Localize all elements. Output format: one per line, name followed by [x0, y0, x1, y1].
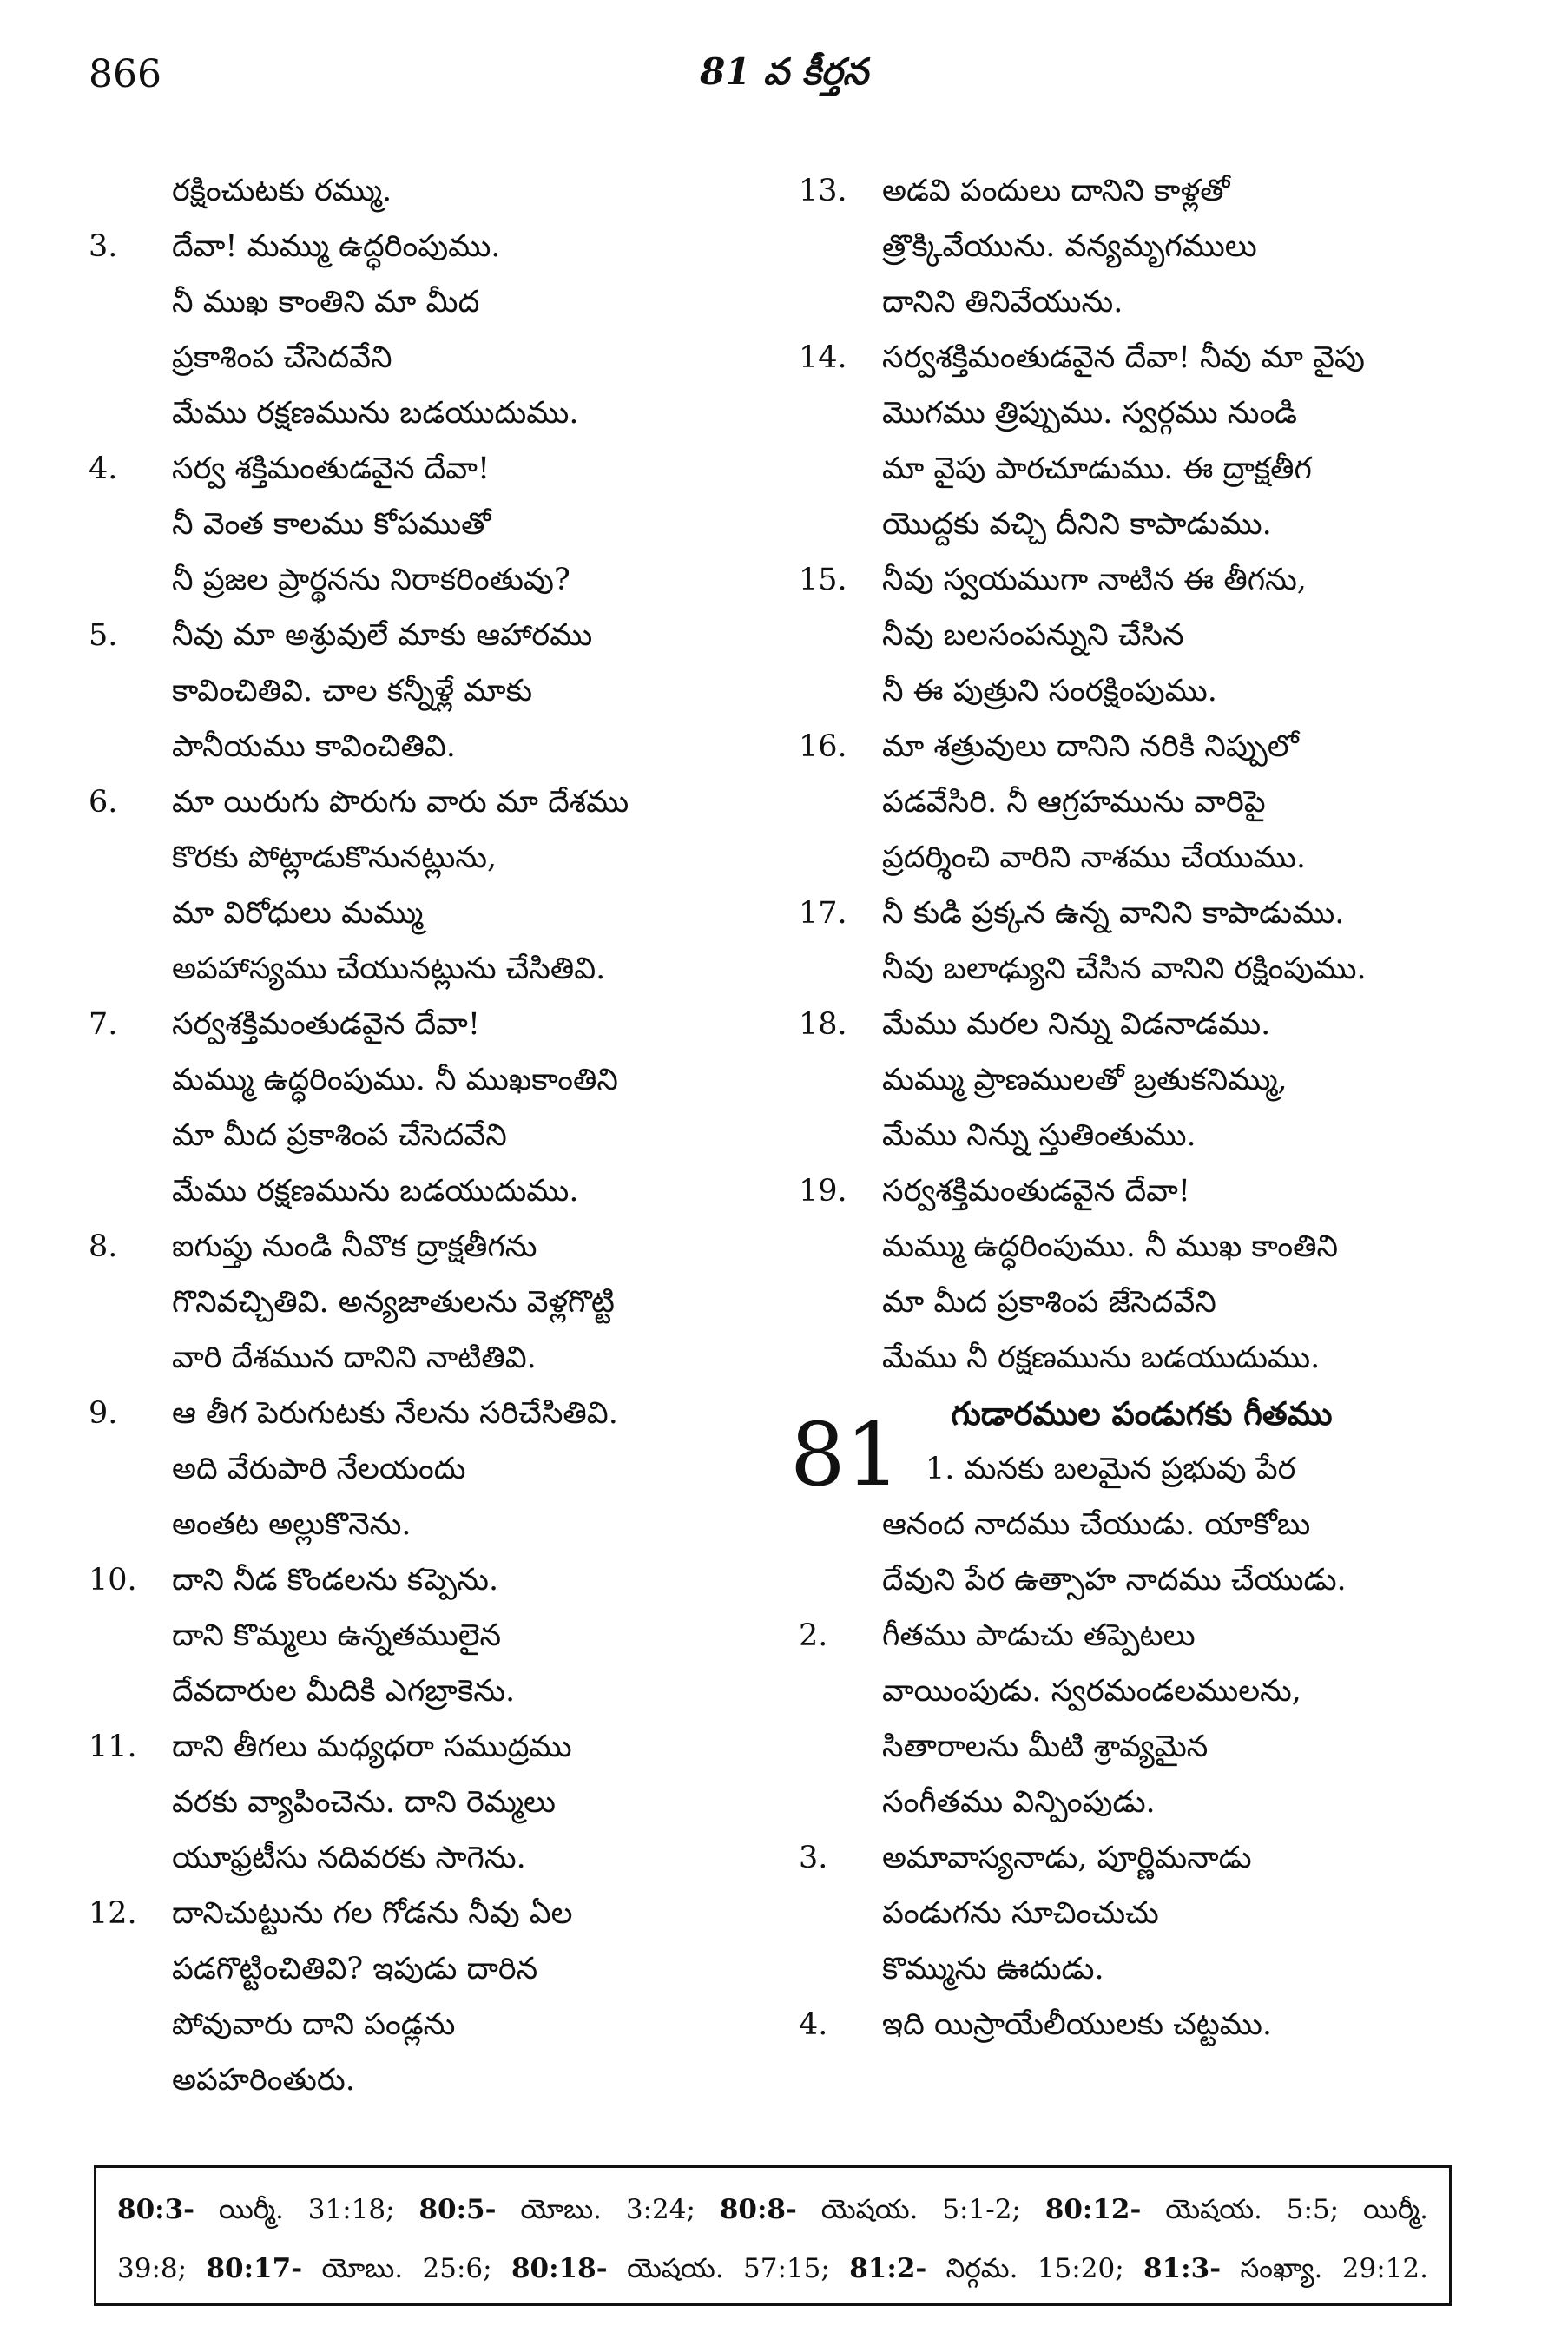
verse-line [799, 886, 1485, 941]
verse-text: ప్రదర్శించి వారిని నాశము చేయుము. [882, 840, 1307, 875]
verse-text: సంగీతము విన్పింపుడు. [882, 1785, 1156, 1820]
verse-text: ప్రకాశింప చేసెదవేని [172, 340, 392, 375]
verse-line [799, 497, 1485, 552]
verse-text: మేము నిన్ను స్తుతింతుము. [882, 1118, 1196, 1153]
footnote-text: యోబు. 3:24; [496, 2194, 720, 2225]
left-column [89, 163, 766, 2108]
footnote-reference: 80:5- [418, 2194, 497, 2225]
verse-text: ఆనంద నాదము చేయుడు. యాకోబు [882, 1507, 1311, 1542]
verse-line [799, 441, 1485, 497]
verse-line [799, 552, 1485, 608]
verse-number: 15. [799, 563, 847, 597]
verse-line [89, 1441, 766, 1497]
verse-text: దానిని తినివేయును. [882, 285, 1123, 320]
psalm-number: 81 [790, 1404, 901, 1505]
verse-text: అడవి పందులు దానిని కాళ్లతో [882, 174, 1230, 208]
verse-line [89, 1275, 766, 1330]
verse-text: త్రొక్కివేయును. వన్యమృగములు [882, 229, 1257, 264]
verse-text: నీ వెంత కాలము కోపముతో [172, 507, 491, 542]
verse-line [89, 330, 766, 385]
verse-text: సర్వ శక్తిమంతుడవైన దేవా! [172, 451, 491, 486]
psalm-80-continuation [799, 163, 1485, 1386]
footnote-reference: 81:2- [849, 2253, 927, 2284]
verse-line [799, 219, 1485, 274]
verse-line [799, 163, 1485, 219]
verse-text: సర్వశక్తిమంతుడవైన దేవా! [172, 1007, 480, 1042]
verse-line [89, 497, 766, 552]
footnote-line [117, 2180, 1428, 2239]
verse-line [799, 774, 1485, 830]
verse-line [89, 1163, 766, 1219]
verse-text: మా శత్రువులు దానిని నరికి నిప్పులో [882, 729, 1299, 764]
verse-text: ఆ తీగ పెరుగుటకు నేలను సరిచేసితివి. [172, 1396, 618, 1431]
verse-number: 10. [89, 1563, 137, 1598]
verse-number: 5. [89, 618, 118, 653]
verse-text: ఐగుప్తు నుండి నీవొక ద్రాక్షతీగను [172, 1229, 537, 1264]
verse-text: యూఫ్రటీసు నదివరకు సాగెను. [172, 1841, 526, 1875]
verse-line [799, 1830, 1485, 1886]
footnote-reference: 81:3- [1143, 2253, 1222, 2284]
verse-text: నీవు బలాఢ్యుని చేసిన వానిని రక్షింపుము. [882, 952, 1367, 986]
verse-text: అది వేరుపారి నేలయందు [172, 1452, 466, 1486]
verse-line [89, 719, 766, 774]
verse-line [799, 1052, 1485, 1108]
verse-line [799, 997, 1485, 1052]
verse-text: కొరకు పోట్లాడుకొనునట్లును, [172, 840, 497, 875]
verse-line [89, 385, 766, 441]
verse-number: 6. [89, 785, 118, 820]
verse-text: గొనివచ్చితివి. అన్యజాతులను వెళ్లగొట్టి [172, 1285, 615, 1320]
verse-line [89, 997, 766, 1052]
verse-text: మమ్ము ఉద్ధరింపుము. నీ ముఖకాంతిని [172, 1063, 618, 1097]
right-column [790, 163, 1485, 2052]
verse-line [799, 608, 1485, 663]
verse-text: వాయింపుడు. స్వరమండలములను, [882, 1674, 1301, 1709]
verse-text: దేవుని పేర ఉత్సాహ నాదము చేయుడు. [882, 1563, 1347, 1598]
verse-text: దాని నీడ కొండలను కప్పెను. [172, 1563, 499, 1598]
verse-text: కావించితివి. చాల కన్నీళ్లే మాకు [172, 674, 533, 708]
footnote-text: యెషయ. 5:5; యిర్మీ. [1141, 2194, 1428, 2225]
verse-line [89, 1330, 766, 1386]
verse-text: మేము మరల నిన్ను విడనాడము. [882, 1007, 1271, 1042]
verse-line [799, 1719, 1485, 1775]
verse-line [89, 608, 766, 663]
verse-text: కొమ్మును ఊదుడు. [882, 1952, 1104, 1986]
verse-line [89, 274, 766, 330]
verse-text: మా విరోధులు మమ్ము [172, 896, 424, 931]
verse-text: పోవువారు దాని పండ్లను [172, 2007, 456, 2042]
verse-number: 11. [89, 1729, 137, 1764]
verse-text: మా మీద ప్రకాశింప జేసెదవేని [882, 1285, 1216, 1320]
verse-text: అపహాస్యము చేయునట్లును చేసితివి. [172, 952, 606, 986]
verse-line [89, 1719, 766, 1775]
verse-text: నీ ప్రజల ప్రార్థనను నిరాకరింతువు? [172, 563, 570, 597]
verse-line [799, 385, 1485, 441]
footnote-reference: 80:18- [511, 2253, 608, 2284]
footnote-text: యిర్మీ. 31:18; [194, 2194, 419, 2225]
psalm-81-heading: గుడారముల పండుగకు గీతము [951, 1394, 1333, 1433]
verse-line [89, 1886, 766, 1941]
verse-line [799, 1108, 1485, 1163]
verse-text: దాని కొమ్మలు ఉన్నతములైన [172, 1618, 502, 1653]
verse-line [89, 163, 766, 219]
verse-text: దేవా! మమ్ము ఉద్ధరింపుము. [172, 229, 501, 264]
verse-text: పండుగను సూచించుచు [882, 1896, 1159, 1931]
verse-text: నీ ఈ పుత్రుని సంరక్షింపుము. [882, 674, 1217, 708]
verse-number: 13. [799, 174, 847, 208]
verse-line [89, 1108, 766, 1163]
verse-line [89, 774, 766, 830]
verse-text: యొద్దకు వచ్చి దీనిని కాపాడుము. [882, 507, 1272, 542]
verse-text: అమావాస్యనాడు, పూర్ణిమనాడు [882, 1841, 1252, 1875]
verse-number: 2. [799, 1618, 828, 1653]
verse-text: పడగొట్టించితివి? ఇపుడు దారిన [172, 1952, 538, 1986]
verse-text: మమ్ము ప్రాణములతో బ్రతుకనిమ్ము, [882, 1063, 1288, 1097]
footnote-box [94, 2165, 1452, 2306]
footnote-text: యోబు. 25:6; [302, 2253, 511, 2284]
verse-number: 18. [799, 1007, 847, 1042]
verse-line [89, 1219, 766, 1275]
footnote-reference: 80:8- [719, 2194, 797, 2225]
verse-line [799, 1608, 1485, 1664]
verse-line [799, 1163, 1485, 1219]
verse-line [89, 2052, 766, 2108]
verse-line [89, 1552, 766, 1608]
verse-line [89, 1997, 766, 2052]
verse-line [799, 1664, 1485, 1719]
verse-text: పడవేసిరి. నీ ఆగ్రహమును వారిపై [882, 785, 1266, 820]
verse-text: మా వైపు పారచూడుము. ఈ ద్రాక్షతీగ [882, 451, 1312, 486]
verse-number: 3. [799, 1841, 828, 1875]
page-number: 866 [89, 52, 161, 96]
verse-line [799, 1219, 1485, 1275]
verse-text: మా యిరుగు పొరుగు వారు మా దేశము [172, 785, 629, 820]
verse-line [799, 941, 1485, 997]
footnote-text: యెషయ. 5:1-2; [796, 2194, 1045, 2225]
verse-number: 16. [799, 729, 847, 764]
verse-text: ఇది యిస్రాయేలీయులకు చట్టము. [882, 2007, 1273, 2042]
footnote-text: యెషయ. 57:15; [607, 2253, 850, 2284]
verse-text: సితారాలను మీటి శ్రావ్యమైన [882, 1729, 1209, 1764]
verse-text: వరకు వ్యాపించెను. దాని రెమ్మలు [172, 1785, 556, 1820]
verse-line [89, 886, 766, 941]
footnote-line [117, 2239, 1428, 2298]
verse-text: పానీయము కావించితివి. [172, 729, 456, 764]
verse-text: 1. మనకు బలమైన ప్రభువు పేర [926, 1452, 1296, 1486]
verse-text: సర్వశక్తిమంతుడవైన దేవా! [882, 1174, 1190, 1209]
verse-number: 9. [89, 1396, 118, 1431]
verse-text: మా మీద ప్రకాశింప చేసెదవేని [172, 1118, 507, 1153]
verse-line [89, 441, 766, 497]
verse-line [89, 1608, 766, 1664]
verse-number: 14. [799, 340, 847, 375]
verse-line [89, 1052, 766, 1108]
verse-text: అపహరింతురు. [172, 2063, 355, 2098]
verse-line [799, 1886, 1485, 1941]
verse-number: 7. [89, 1007, 118, 1042]
verse-line [799, 1941, 1485, 1997]
verse-text: గీతము పాడుచు తప్పెటలు [882, 1618, 1196, 1653]
verse-text: నీ కుడి ప్రక్కన ఉన్న వానిని కాపాడుము. [882, 896, 1345, 931]
verse-number: 4. [799, 2007, 828, 2042]
verse-line [89, 1386, 766, 1441]
verse-text: నీవు మా అశ్రువులే మాకు ఆహారము [172, 618, 593, 653]
verse-line [89, 1830, 766, 1886]
verse-line [89, 552, 766, 608]
verse-text: దానిచుట్టును గల గోడను నీవు ఏల [172, 1896, 573, 1931]
verse-line [89, 663, 766, 719]
verse-number: 8. [89, 1229, 118, 1264]
verse-number: 3. [89, 229, 118, 264]
running-title: 81 వ కీర్తన [700, 50, 868, 93]
verse-number: 17. [799, 896, 847, 931]
verse-line [799, 719, 1485, 774]
verse-text: రక్షించుటకు రమ్ము. [172, 174, 392, 208]
verse-text: దాని తీగలు మధ్యధరా సముద్రము [172, 1729, 572, 1764]
psalm-81-verses [799, 1497, 1485, 2052]
verse-line [89, 1664, 766, 1719]
verse-line [89, 830, 766, 886]
verse-line [799, 830, 1485, 886]
footnote-text: సంఖ్యా. 29:12. [1221, 2253, 1428, 2284]
verse-text: దేవదారుల మీదికి ఎగబ్రాకెను. [172, 1674, 516, 1709]
verse-text: నీ ముఖ కాంతిని మా మీద [172, 285, 480, 320]
verse-line [799, 1497, 1485, 1552]
verse-line [799, 1330, 1485, 1386]
verse-line [799, 1275, 1485, 1330]
verse-number: 12. [89, 1896, 137, 1931]
footnote-text: 39:8; [117, 2253, 207, 2284]
verse-text: నీవు బలసంపన్నుని చేసిన [882, 618, 1184, 653]
verse-text: మమ్ము ఉద్ధరింపుము. నీ ముఖ కాంతిని [882, 1229, 1339, 1264]
verse-line [89, 941, 766, 997]
verse-number: 19. [799, 1174, 847, 1209]
verse-line [799, 1552, 1485, 1608]
verse-line [799, 330, 1485, 385]
verse-line [799, 1997, 1485, 2052]
footnote-reference: 80:12- [1044, 2194, 1142, 2225]
verse-line [799, 1775, 1485, 1830]
verse-line [89, 1941, 766, 1997]
verse-text: వారి దేశమున దానిని నాటితివి. [172, 1341, 537, 1375]
verse-text: మేము రక్షణమును బడయుదుము. [172, 396, 579, 431]
verse-text: నీవు స్వయముగా నాటిన ఈ తీగను, [882, 563, 1307, 597]
verse-line [799, 663, 1485, 719]
verse-text: సర్వశక్తిమంతుడవైన దేవా! నీవు మా వైపు [882, 340, 1365, 375]
verse-text: అంతట అల్లుకొనెను. [172, 1507, 412, 1542]
footnote-reference: 80:17- [206, 2253, 303, 2284]
verse-number: 4. [89, 451, 118, 486]
verse-text: మేము రక్షణమును బడయుదుము. [172, 1174, 579, 1209]
verse-text: మేము నీ రక్షణమును బడయుదుము. [882, 1341, 1321, 1375]
verse-line [89, 1497, 766, 1552]
footnote-text: నిర్గమ. 15:20; [926, 2253, 1144, 2284]
footnote-reference: 80:3- [117, 2194, 195, 2225]
verse-line [89, 219, 766, 274]
verse-line [89, 1775, 766, 1830]
verse-text: మొగము త్రిప్పుము. స్వర్గము నుండి [882, 396, 1298, 431]
verse-line [799, 274, 1485, 330]
